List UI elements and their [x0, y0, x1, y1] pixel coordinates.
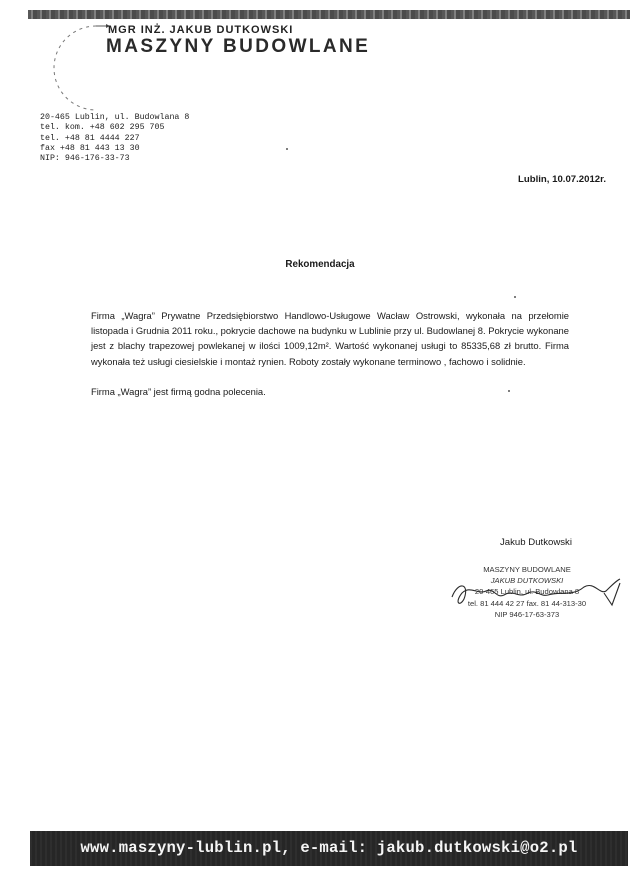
- footer-website-email: www.maszyny-lublin.pl, e-mail: jakub.dutkowski@o2.pl: [80, 839, 578, 857]
- contact-fax: fax +48 81 443 13 30: [40, 143, 140, 153]
- signer-name: Jakub Dutkowski: [500, 537, 572, 548]
- stamp-nip: NIP 946-17-63-373: [494, 609, 560, 619]
- stamp-owner: JAKUB DUTKOWSKI: [490, 576, 564, 586]
- letter-date: Lublin, 10.07.2012r.: [518, 174, 606, 185]
- body-paragraph: Firma „Wagra” Prywatne Przedsiębiorstwo Handlowo-Usługowe Wacław Ostrowski, wykonała na przełomie listopada i Grudnia 2011 roku., pokrycie dachowe na budynku w Lublinie przy ul. Budowlanej 8. Pokrycie wykonane jest z blachy trapezowej powlekanej w ilości 1009,12m². Wartość wykonanej usługi to 85335,68 zł brutto. Firma wykonała też usługi ciesielskie i montaż rynien. Roboty zostały wykonane terminowo , fachowo i solidnie.: [91, 310, 569, 367]
- letterhead-contact-block: [40, 113, 189, 164]
- stamp-address: 20-465 Lublin, ul. Budowlana 8: [474, 587, 580, 597]
- letterhead-company-name: MASZYNY BUDOWLANE: [106, 36, 371, 57]
- letter-body: [91, 308, 569, 399]
- stamp-phone-fax: tel. 81 444 42 27 fax. 81 44-313-30: [467, 598, 587, 608]
- letter-title: Rekomendacja: [285, 259, 355, 270]
- contact-phone: tel. +48 81 4444 227: [40, 133, 140, 143]
- handwritten-signature: [444, 573, 634, 613]
- contact-address: 20-465 Lublin, ul. Budowlana 8: [40, 113, 190, 122]
- contact-nip: NIP: 946-176-33-73: [40, 154, 130, 164]
- stamp-company: MASZYNY BUDOWLANE: [483, 565, 571, 574]
- scan-edge-bar: [28, 10, 630, 19]
- scan-speck: [514, 296, 516, 298]
- body-paragraph: Firma „Wagra” jest firmą godna polecenia.: [91, 385, 266, 397]
- scan-speck: [286, 148, 288, 150]
- scan-speck: [508, 390, 510, 392]
- letterhead-subtitle: MGR INŻ. JAKUB DUTKOWSKI: [108, 24, 294, 36]
- footer-bar: [30, 831, 628, 866]
- contact-mobile: tel. kom. +48 602 295 705: [40, 123, 165, 133]
